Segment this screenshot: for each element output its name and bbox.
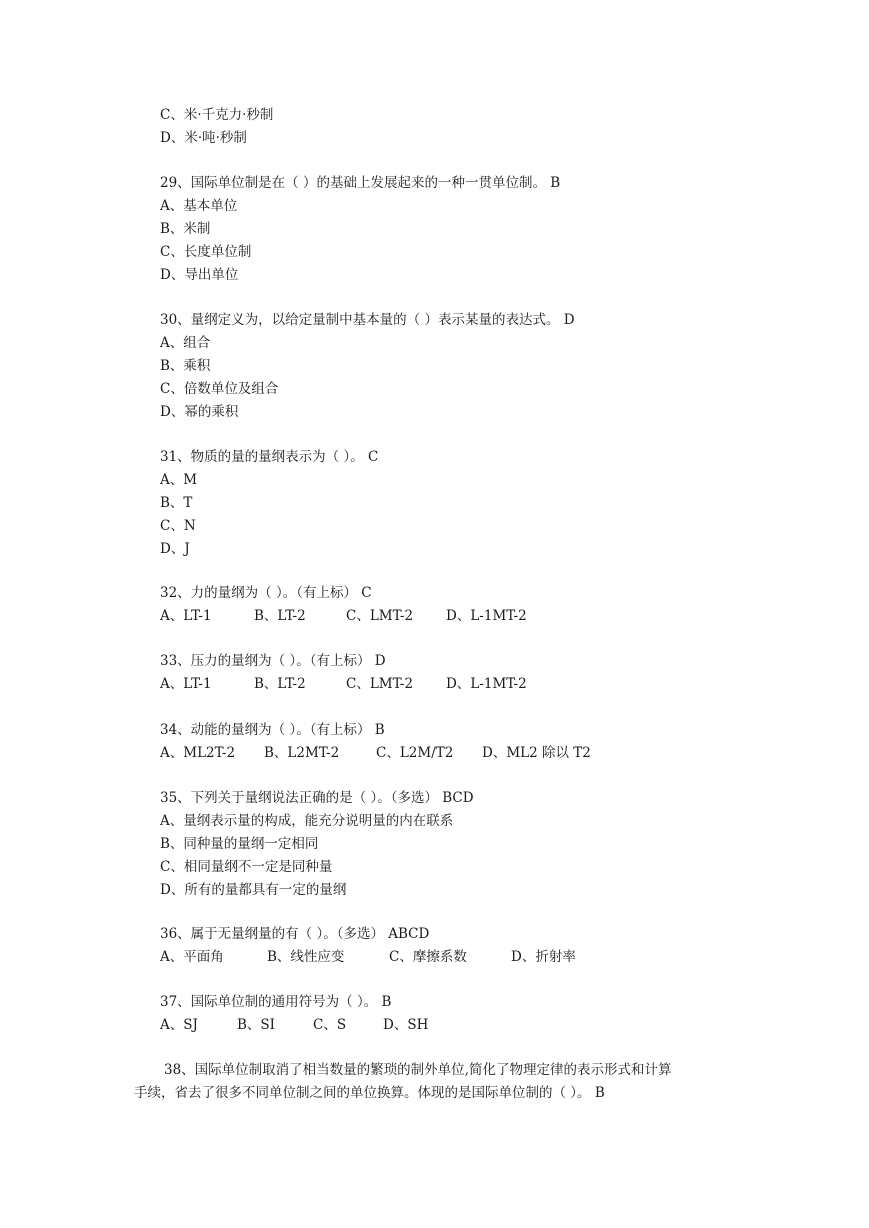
options-row xyxy=(160,946,800,969)
option-c: C、相同量纲不一定是同种量 xyxy=(160,859,333,875)
option-b: B、L2MT-2 xyxy=(264,745,340,761)
option-b: B、米制 xyxy=(160,221,211,237)
option-d: D、米·吨·秒制 xyxy=(160,130,247,146)
option-d: D、ML2 除以 T2 xyxy=(482,745,591,761)
option-b: B、T xyxy=(160,495,193,511)
option-a: A、SJ xyxy=(160,1017,198,1033)
option-d: D、幂的乘积 xyxy=(160,404,239,420)
question-30 xyxy=(160,309,800,424)
option-c: C、米·千克力·秒制 xyxy=(160,107,274,123)
option-d: D、所有的量都具有一定的量纲 xyxy=(160,882,347,898)
question-38 xyxy=(134,1059,754,1105)
question-34 xyxy=(160,719,800,765)
question-32 xyxy=(160,582,800,628)
option-c: C、摩擦系数 xyxy=(389,949,467,965)
option-a: A、ML2T-2 xyxy=(160,745,236,761)
option-a: A、平面角 xyxy=(160,949,224,965)
question-stem: 36、属于无量纲量的有（ ）。（多选） ABCD xyxy=(160,926,430,942)
option-c: C、倍数单位及组合 xyxy=(160,381,279,397)
option-a: A、M xyxy=(160,472,198,488)
question-stem: 32、力的量纲为（ ）。（有上标） C xyxy=(160,585,372,601)
options-row xyxy=(160,742,800,765)
question-stem-line-1: 38、国际单位制取消了相当数量的繁琐的制外单位,简化了物理定律的表示形式和计算 xyxy=(164,1062,672,1078)
option-b: B、乘积 xyxy=(160,358,211,374)
question-stem-line-2: 手续，省去了很多不同单位制之间的单位换算。体现的是国际单位制的（ ）。 B xyxy=(134,1085,605,1101)
question-29 xyxy=(160,172,800,287)
option-d: D、折射率 xyxy=(511,949,576,965)
question-stem: 34、动能的量纲为（ ）。（有上标） B xyxy=(160,722,385,738)
option-d: D、导出单位 xyxy=(160,267,239,283)
option-a: A、量纲表示量的构成，能充分说明量的内在联系 xyxy=(160,813,454,829)
question-stem: 29、国际单位制是在（ ）的基础上发展起来的一种一贯单位制。 B xyxy=(160,175,561,191)
question-28-tail xyxy=(160,104,800,150)
options-row xyxy=(160,1014,800,1037)
option-d: D、L-1MT-2 xyxy=(446,676,527,692)
question-35 xyxy=(160,787,800,902)
option-c: C、L2M/T2 xyxy=(376,745,454,761)
option-c: C、长度单位制 xyxy=(160,244,252,260)
option-d: D、J xyxy=(160,541,190,557)
question-31 xyxy=(160,446,800,561)
option-b: B、LT-2 xyxy=(254,676,306,692)
option-d: D、SH xyxy=(383,1017,429,1033)
option-b: B、线性应变 xyxy=(267,949,345,965)
option-c: C、LMT-2 xyxy=(346,608,414,624)
question-33 xyxy=(160,650,800,696)
options-row xyxy=(160,673,800,696)
question-stem: 31、物质的量的量纲表示为（ ）。 C xyxy=(160,449,379,465)
option-a: A、LT-1 xyxy=(160,608,212,624)
option-b: B、LT-2 xyxy=(254,608,306,624)
question-37 xyxy=(160,991,800,1037)
options-row xyxy=(160,605,800,628)
option-a: A、LT-1 xyxy=(160,676,212,692)
question-stem: 35、下列关于量纲说法正确的是（ ）。（多选） BCD xyxy=(160,790,474,806)
question-stem: 37、国际单位制的通用符号为（ ）。 B xyxy=(160,994,392,1010)
option-b: B、SI xyxy=(237,1017,276,1033)
question-stem: 30、量纲定义为，以给定量制中基本量的（ ）表示某量的表达式。 D xyxy=(160,312,575,328)
option-c: C、N xyxy=(160,518,196,534)
option-d: D、L-1MT-2 xyxy=(446,608,527,624)
option-b: B、同种量的量纲一定相同 xyxy=(160,836,319,852)
option-c: C、S xyxy=(313,1017,347,1033)
question-36 xyxy=(160,923,800,969)
question-stem: 33、压力的量纲为（ ）。（有上标） D xyxy=(160,653,386,669)
option-a: A、组合 xyxy=(160,335,211,351)
option-a: A、基本单位 xyxy=(160,198,238,214)
option-c: C、LMT-2 xyxy=(346,676,414,692)
